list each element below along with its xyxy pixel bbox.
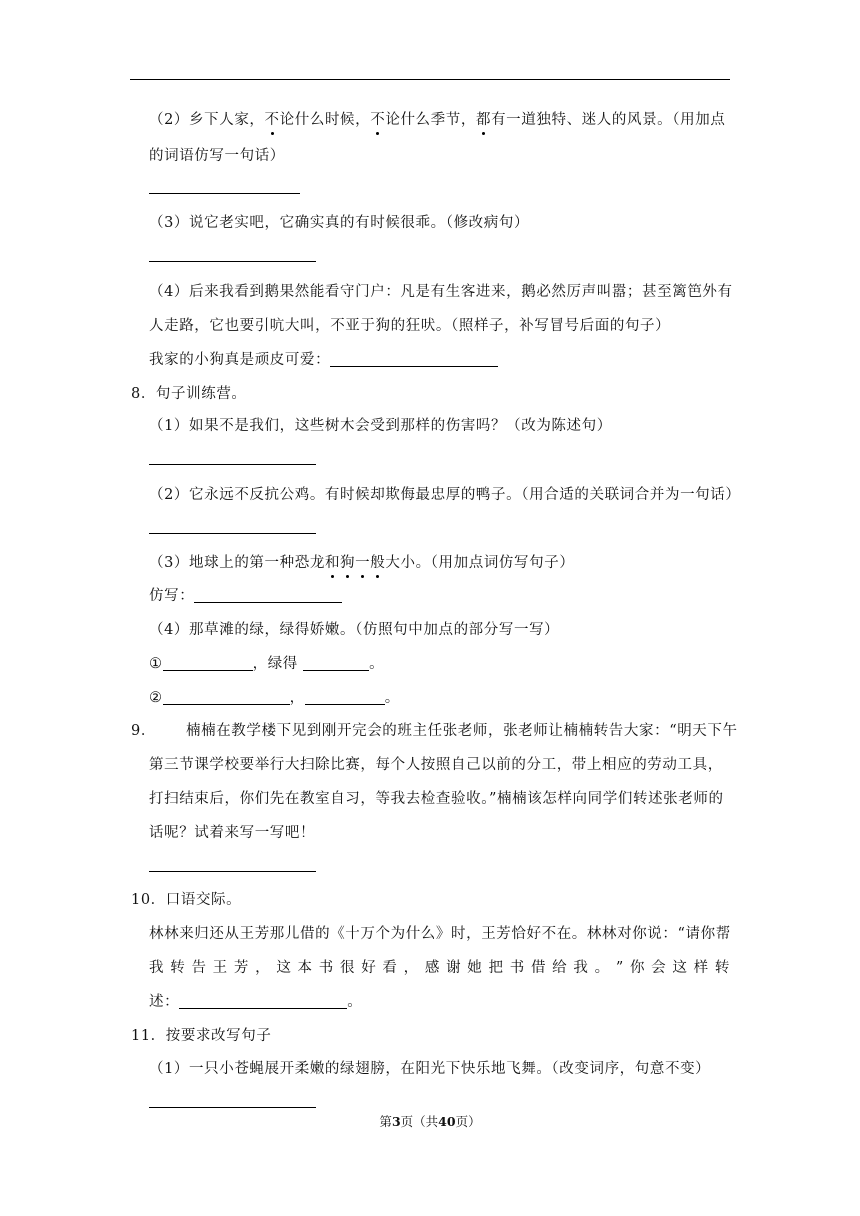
q10-line2-char: ， [255,960,271,976]
emphasis-dot-char: 都 [475,112,492,128]
q10-line2-char: 王 [212,960,228,976]
q8-3-line: （3）地球上的第一种恐龙和狗一般大小。（用加点词仿写句子） [149,555,575,571]
q9-line4: 话呢？试着来写一写吧！ [149,825,316,841]
answer-blank[interactable] [149,533,316,534]
total-pages: 40 [438,1114,456,1129]
current-page: 3 [391,1114,401,1129]
q10-line3: 述： 。 [149,994,363,1010]
q10-line1: 林林来归还从王芳那儿借的《十万个为什么》时，王芳恰好不在。林林对你说：“请你帮 [149,926,731,942]
emphasis-dot-char: 般 [370,555,386,571]
q10-line2-char: 转 [714,960,730,976]
answer-blank[interactable] [149,464,316,465]
q10-line2-char: ， [403,960,419,976]
answer-blank[interactable] [179,994,347,1009]
q7-2-line2: 的词语仿写一句话） [149,148,285,164]
q10-line2-char: 书 [509,960,525,976]
answer-blank[interactable] [149,261,316,262]
answer-blank[interactable] [194,588,342,603]
q10-line2-char: 看 [382,960,398,976]
q10-line2-char: 谢 [446,960,462,976]
q10-line2-char: 会 [651,960,667,976]
q9-line3: 打扫结束后，你们先在教室自习，等我去检查验收。”楠楠该怎样向同学们转述张老师的 [149,791,724,807]
q10-line2-char: 这 [672,960,688,976]
q10-line2-char: 转 [170,960,186,976]
q8-2-line: （2）它永远不反抗公鸡。有时候却欺侮最忠厚的鸭子。（用合适的关联词合并为一句话） [149,487,741,503]
q10-title: 10．口语交际。 [131,892,242,908]
q10-line2 [149,958,730,978]
q11-title: 11．按要求改写句子 [131,1028,272,1044]
q7-2-line1: （2）乡下人家，不论什么时候，不论什么季节，都有一道独特、迷人的风景。（用加点 [149,112,726,128]
q10-line2-char: 。 [594,960,610,976]
answer-blank[interactable] [149,1107,316,1108]
q7-4-line2: 人走路，它也要引吭大叫，不亚于狗的狂吠。（照样子，补写冒号后面的句子） [149,318,671,334]
q8-4-item2: ② ， 。 [149,690,400,706]
q11-1-line: （1）一只小苍蝇展开柔嫩的绿翅膀，在阳光下快乐地飞舞。（改变词序，句意不变） [149,1061,711,1077]
q8-3-imitate: 仿写： [149,586,342,606]
emphasis-dot-char: 不 [264,112,280,128]
answer-blank[interactable] [149,871,316,872]
q10-line2-char: 样 [693,960,709,976]
q9-number: 9． [131,723,156,739]
q7-3-line: （3）说它老实吧，它确实真的有时候很乖。（修改病句） [149,215,530,231]
q10-line2-char: ” [615,960,624,976]
answer-blank[interactable] [303,656,369,671]
answer-blank[interactable] [149,193,300,194]
emphasis-dot-char: 和 [324,555,341,571]
answer-blank[interactable] [163,690,290,705]
q10-line2-char: 借 [530,960,547,976]
q10-line2-char: 给 [552,960,568,976]
emphasis-dot-char: 狗 [340,555,356,571]
emphasis-dot-char: 不 [370,112,386,128]
q10-line2-char: 告 [191,960,207,976]
answer-blank[interactable] [305,690,385,705]
q8-4-line: （4）那草滩的绿，绿得娇嫩。（仿照句中加点的部分写一写） [149,622,560,638]
q10-line2-char: 我 [573,960,589,976]
q7-4-line1: （4）后来我看到鹅果然能看守门户：凡是有生客进来，鹅必然厉声叫嚣；甚至篱笆外有 [149,284,733,300]
answer-blank[interactable] [163,656,253,671]
q8-1-line: （1）如果不是我们，这些树木会受到那样的伤害吗？（改为陈述句） [149,418,612,434]
q10-line2-char: 本 [297,960,313,976]
emphasis-dot-char: 一 [355,555,371,571]
q7-4-line3: 我家的小狗真是顽皮可爱： [149,350,498,370]
q10-line2-char: 她 [467,960,483,976]
q10-line2-char: 感 [424,960,440,976]
q10-line2-char: 书 [318,960,334,976]
q9-line2: 第三节课学校要举行大扫除比赛，每个人按照自己以前的分工，带上相应的劳动工具， [149,757,723,773]
header-rule [130,79,730,80]
q10-line2-char: 把 [488,960,504,976]
q9-line1: 楠楠在教学楼下见到刚开完会的班主任张老师，张老师让楠楠转告大家：“明天下午 [186,723,738,739]
q8-title: 8．句子训练营。 [131,386,247,402]
q10-line2-char: 芳 [233,960,249,976]
q10-line2-char: 我 [149,960,165,976]
q10-line2-char: 你 [629,960,646,976]
answer-blank[interactable] [330,352,498,367]
q10-line2-char: 很 [339,960,356,976]
q10-line2-char: 好 [361,960,377,976]
q10-line2-char: 这 [276,960,292,976]
page-footer: 第3页（共40页） [379,1114,481,1129]
q8-4-item1: ① ，绿得 。 [149,656,385,672]
